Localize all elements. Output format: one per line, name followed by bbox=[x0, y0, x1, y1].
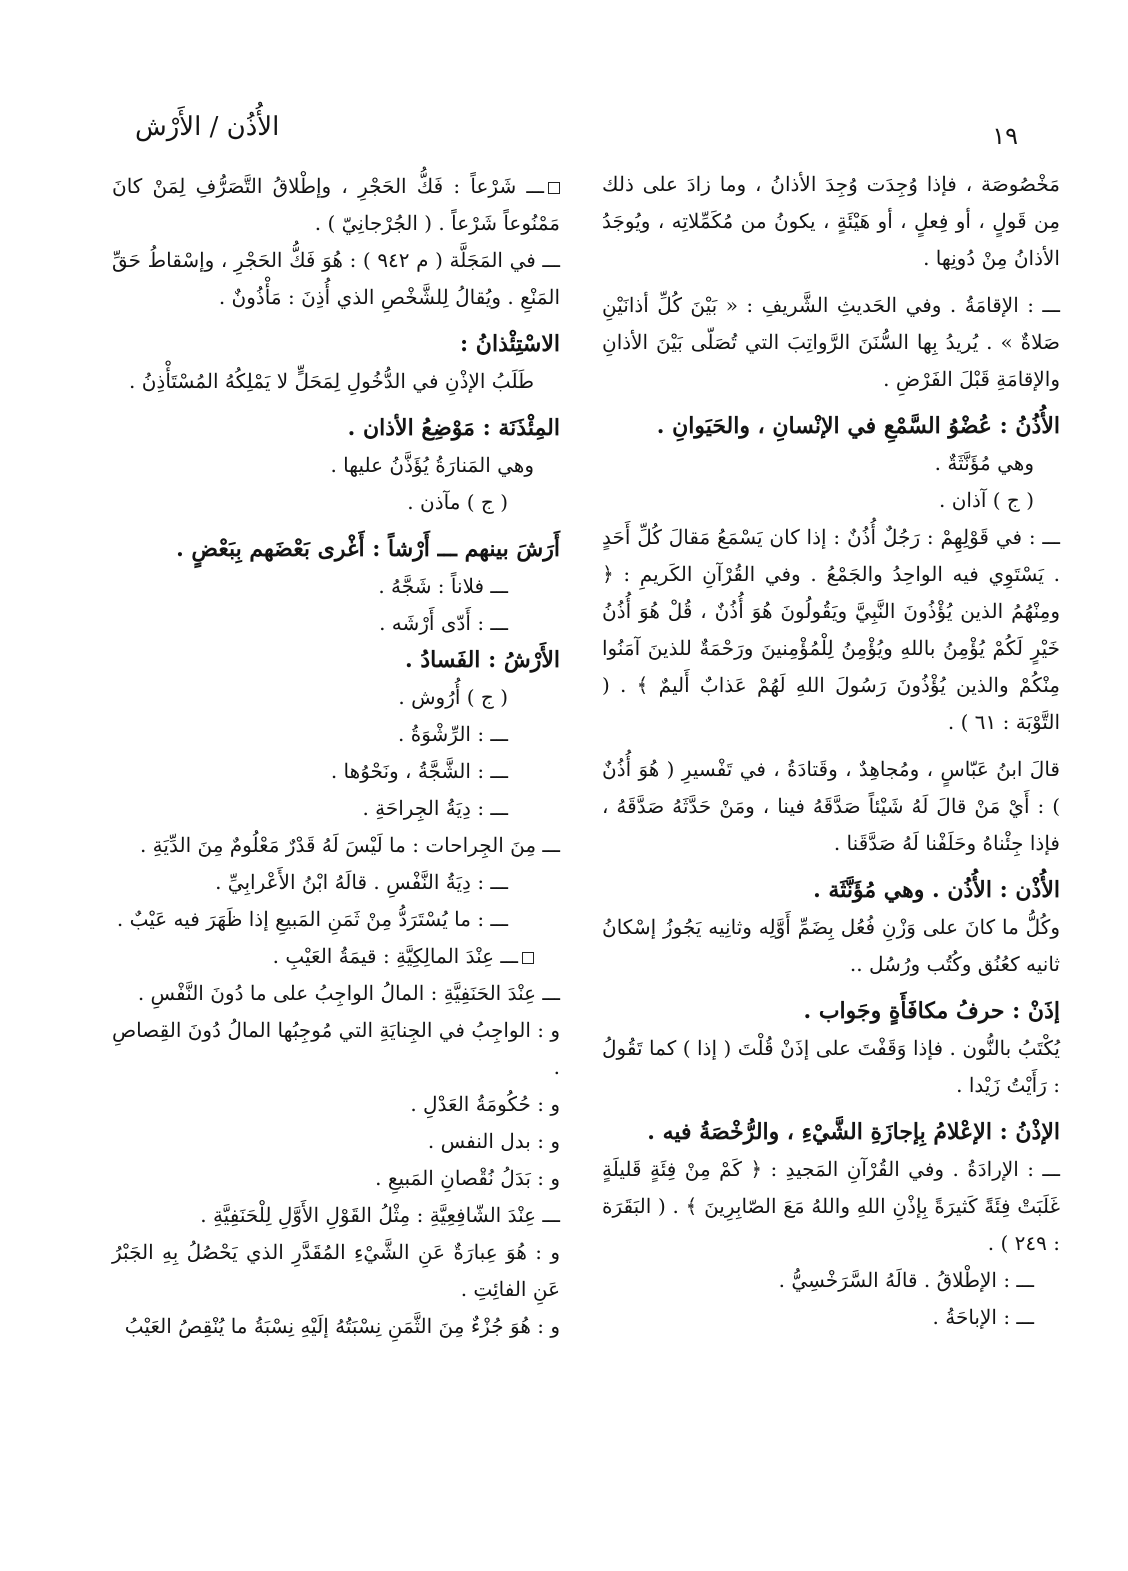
entry-text: ـــ : ما يُسْتَرَدُّ مِنْ ثَمَنِ المَبيعِ إذا ظَهَرَ فيه عَيْبٌ . bbox=[116, 907, 508, 931]
entry-text: ـــ : الإرادَةُ . وفي القُرْآنِ المَجيدِ : ﴿ كَمْ مِنْ فِئَةٍ قَليلَةٍ غَلَبَتْ فِئَةً كَثيرَةً بِإذْنِ اللهِ واللهُ مَعَ الصّابِرِينَ ﴾ . ( البَقَرَة : ٢٤٩ ) . bbox=[602, 1157, 1060, 1255]
entry-text: مَخْصُوصَة ، فإذا وُجِدَت وُجِدَ الأذانُ ، وما زادَ على ذلك مِن قَولٍ ، أو فِعلٍ ، أو هَيْئَةٍ ، يكونُ من مُكَمِّلاتِه ، ويُوجَدُ الأذانُ مِنْ دُونِها . bbox=[602, 172, 1060, 270]
headword-entry: الأُذُنُ : عُضْوُ السَّمْعِ في الإنْسانِ ، والحَيَوانِ . bbox=[656, 413, 1060, 439]
headword-entry: أَرَشَ بينهم ـــ أَرْشاً : أَغْرى بَعْضَهم بِبَعْضٍ . bbox=[176, 536, 560, 562]
entry-text: ـــ : دِيَةُ النَّفْسِ . قالَهُ ابْنُ الأَعْرابِيِّ . bbox=[215, 870, 508, 894]
page-number: ١٩ bbox=[992, 122, 1018, 150]
entry-text: ـــ : الإباحَةُ . bbox=[932, 1305, 1034, 1329]
entry-text: ـــ شَرْعاً : فَكُّ الحَجْرِ ، وإطْلاقُ التَّصَرُّفِ لِمَنْ كانَ مَمْنُوعاً شَرْعاً . ( الجُرْجانِيّ ) . bbox=[112, 174, 560, 235]
entry-text: ـــ : الشَّجَّةُ ، ونَحْوُها . bbox=[330, 759, 508, 783]
entry-text: ـــ : في قَوْلِهِمْ : رَجُلٌ أُذُنٌ : إذا كان يَسْمَعُ مَقالَ كُلِّ أَحَدٍ . يَسْتَوِي فيه الواحِدُ والجَمْعُ . وفي القُرْآنِ الكَريمِ : ﴿ ومِنْهُمُ الذين يُؤْذُونَ النَّبِيَّ ويَقُولُونَ هُوَ أُذُنٌ ، قُلْ هُوَ أُذُنُ خَيْرٍ لَكُمْ يُؤْمِنُ باللهِ ويُؤْمِنُ لِلْمُؤْمِنينَ ورَحْمَةٌ للذينَ آمَنُوا مِنْكُمْ والذين يُؤْذُونَ رَسُولَ اللهِ لَهُمْ عَذابٌ أَليمٌ ﴾ . ( التَّوْبَة : ٦١ ) . bbox=[602, 525, 1060, 734]
entry-text: ـــ : الإطْلاقُ . قالَهُ السَّرَخْسِيُّ . bbox=[778, 1268, 1034, 1292]
entry-text: وكُلُّ ما كانَ على وَزْنِ فُعُل بِضَمِّ أَوَّلِه وثانِيه يَجُوزُ إسْكانُ ثانيه كعُنُق وكُتُب ورُسُل .. bbox=[602, 915, 1060, 976]
headword-entry: الإذْنُ : الإعْلامُ بِإجازَةِ الشَّيْءِ ، والرُّخْصَةُ فيه . bbox=[647, 1119, 1060, 1145]
headword-entry: إذَنْ : حرفُ مكافَأَةٍ وجَواب . bbox=[803, 998, 1060, 1024]
entry-text: ـــ في المَجَلَّة ( م ٩٤٢ ) : هُوَ فَكُّ الحَجْرِ ، وإسْقاطُ حَقِّ المَنْعِ . ويُقالُ لِلشَّخْصِ الذي أُذِنَ : مَأْذُونٌ . bbox=[112, 248, 560, 309]
entry-text: ـــ : الإقامَةُ . وفي الحَديثِ الشَّريفِ : « بَيْنَ كُلِّ أذانَيْنِ صَلاةٌ » . يُريدُ بِها السُّنَنَ الرَّواتِبَ التي تُصَلّى بَيْنَ الأذانِ والإقامَةِ قَبْلَ الفَرْضِ . bbox=[602, 293, 1060, 391]
entry-text: ـــ عِنْدَ المالِكِيَّةِ : قيمَةُ العَيْبِ . bbox=[112, 938, 560, 975]
entry-text: ( ج ) مآذن . bbox=[407, 490, 508, 514]
entry-text: ـــ مِنَ الجِراحات : ما لَيْسَ لَهُ قَدْرٌ مَعْلُومٌ مِنَ الدِّيَةِ . bbox=[139, 833, 560, 857]
square-bullet-icon bbox=[522, 952, 534, 964]
entry-text: و : هُوَ جُزْءٌ مِنَ الثَّمَنِ نِسْبَتُهُ إلَيْهِ نِسْبَةُ ما يُنْقِصُ العَيْبُ bbox=[124, 1314, 560, 1338]
entry-text: و : بدل النفس . bbox=[427, 1129, 560, 1153]
entry-text: ـــ : دِيَةُ الجِراحَةِ . bbox=[362, 796, 508, 820]
entry-text: و : حُكُومَةُ العَدْلِ . bbox=[410, 1092, 560, 1116]
entry-text: و : الواجِبُ في الجِنايَةِ التي مُوجِبُها المالُ دُونَ القِصاصِ . bbox=[112, 1018, 560, 1079]
square-bullet-icon bbox=[548, 182, 560, 194]
entry-text: و : بَدَلُ نُقْصانِ المَبيعِ . bbox=[375, 1166, 560, 1190]
headword-entry: المِئْذَنَة : مَوْضِعُ الأذان . bbox=[347, 415, 560, 441]
entry-text: و : هُوَ عِبارَةٌ عَنِ الشَّيْءِ المُقَدَّرِ الذي يَحْصُلُ بِهِ الجَبْرُ عَنِ الفائِتِ . bbox=[112, 1240, 560, 1301]
entry-text: يُكْتَبُ بالنُّون . فإذا وَقَفْتَ على إذَنْ قُلْتَ ( إذا ) كما تَقُولُ : رَأَيْتُ زَيْدا . bbox=[602, 1036, 1060, 1097]
entry-text: ـــ : الرِّشْوَةُ . bbox=[398, 722, 508, 746]
entry-text: ـــ فلاناً : شَجَّهُ . bbox=[378, 574, 508, 598]
entry-text: طَلَبُ الإذْنِ في الدُّخُولِ لِمَحَلٍّ لا يَمْلِكُهُ المُسْتَأْذِنُ . bbox=[129, 369, 534, 393]
running-header: الأُذُن / الأَرْش bbox=[135, 112, 280, 142]
entry-text: وهي المَنارَةُ يُؤَذَّنُ عليها . bbox=[330, 453, 534, 477]
entry-text: ـــ عِنْدَ الشّافِعِيَّةِ : مِثْلُ القَوْلِ الأَوَّلِ لِلْحَنَفِيَّةِ . bbox=[200, 1203, 560, 1227]
entry-text: وهي مُؤَنَّثَةٌ . bbox=[934, 451, 1034, 475]
left-column bbox=[112, 168, 560, 1345]
headword-entry: الاسْتِئْذانُ : bbox=[460, 331, 560, 357]
entry-text: ـــ : أَدّى أَرْشَه . bbox=[379, 611, 508, 635]
entry-text: قالَ ابنُ عَبّاسٍ ، ومُجاهِدٌ ، وقَتادَةُ ، في تَفْسيرِ ( هُوَ أُذُنٌ ) : أَيْ مَنْ قالَ لَهُ شَيْئاً صَدَّقَهُ فينا ، ومَنْ حَدَّثَهُ صَدَّقَهُ ، فإذا جِئْناهُ وحَلَفْنا لَهُ صَدَّقَنا . bbox=[602, 757, 1060, 855]
right-column bbox=[602, 166, 1060, 1336]
headword-entry: الأَرْشُ : الفَسادُ . bbox=[405, 647, 560, 673]
entry-text: ( ج ) آذان . bbox=[938, 488, 1034, 512]
entry-text: ـــ عِنْدَ الحَنَفِيَّةِ : المالُ الواجِبُ على ما دُونَ النَّفْسِ . bbox=[137, 981, 560, 1005]
entry-text: ( ج ) أُرُوش . bbox=[398, 685, 508, 709]
headword-entry: الأُذْن : الأُذُن . وهي مُؤَنَّثَة . bbox=[813, 877, 1060, 903]
